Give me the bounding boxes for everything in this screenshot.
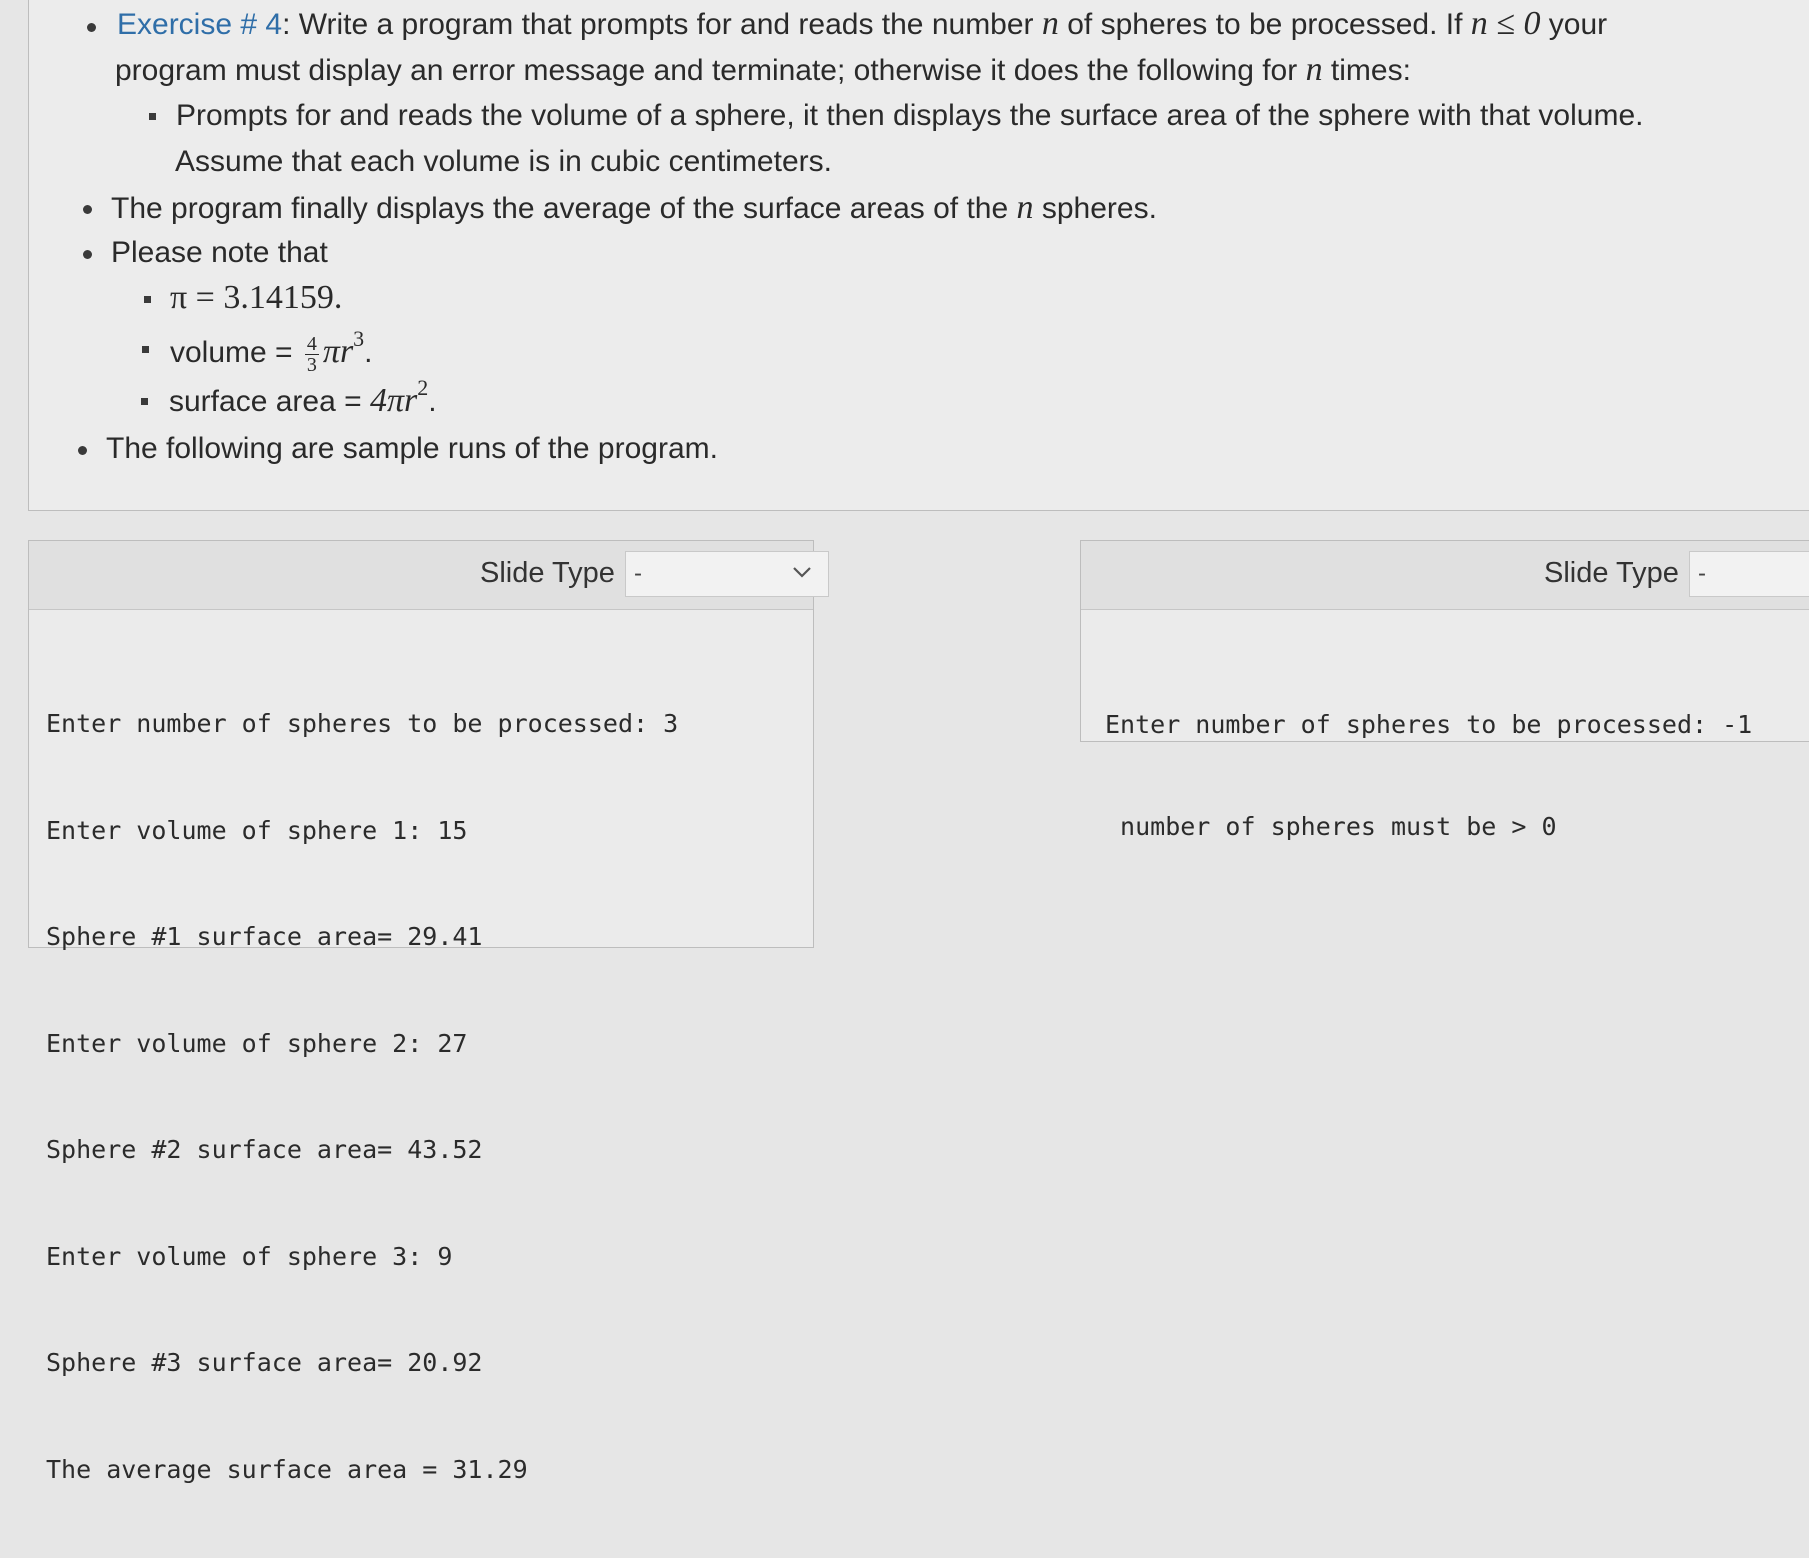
exercise-line-1 <box>117 6 1607 43</box>
sub-bullet-square <box>149 113 156 120</box>
area-expr: 4πr <box>369 382 418 419</box>
volume-label: volume = <box>170 336 301 369</box>
sample-line: The following are sample runs of the program. <box>106 432 718 465</box>
pi-value: π = 3.14159. <box>170 279 343 316</box>
chevron-down-icon <box>790 560 814 584</box>
bullet-dot <box>83 250 92 259</box>
slide-type-value: - <box>634 560 642 587</box>
slide-type-label: Slide Type <box>480 557 615 589</box>
output-line: Sphere #2 surface area= 43.52 <box>46 1135 483 1164</box>
output-cell-left <box>28 540 814 1484</box>
output-line: Sphere #1 surface area= 29.41 <box>46 922 483 951</box>
exercise-line-2 <box>115 52 1411 89</box>
cell-toolbar <box>29 541 813 610</box>
slide-type-label: Slide Type <box>1544 557 1679 589</box>
sub-bullet-line-1: Prompts for and reads the volume of a sphere, it then displays the surface area of the sphere with that volume. <box>176 99 1644 132</box>
output-line: Enter number of spheres to be processed: -1 <box>1105 710 1753 739</box>
output-line: Enter number of spheres to be processed: 3 <box>46 709 679 738</box>
exercise-text-b: of spheres to be processed. If <box>1058 8 1471 41</box>
period: . <box>428 385 437 418</box>
cell-toolbar <box>1081 541 1809 610</box>
slide-type-select[interactable] <box>1689 551 1809 597</box>
finally-text: The program finally displays the average of the surface areas of the <box>111 192 1017 225</box>
period: . <box>364 336 373 369</box>
exercise-link[interactable]: Exercise # 4 <box>117 8 283 41</box>
exercise-text: : Write a program that prompts for and reads the number <box>282 8 1042 41</box>
output-line: Enter volume of sphere 2: 27 <box>46 1028 468 1058</box>
bullet-dot <box>83 205 92 214</box>
exponent: 2 <box>417 375 429 400</box>
area-label: surface area = <box>169 385 370 418</box>
exercise-text-2b: times: <box>1322 54 1411 87</box>
program-output <box>1105 640 1752 912</box>
math-n: n <box>1041 5 1059 42</box>
bullet-dot <box>87 23 96 32</box>
fraction: $\frac{4}{3}$ <box>306 332 317 376</box>
output-line: The average surface area = 31.29 <box>46 1454 528 1484</box>
area-line <box>169 375 437 420</box>
exponent: 3 <box>353 326 365 351</box>
output-cell-right <box>1080 540 1809 841</box>
bullet-dot <box>78 446 87 455</box>
math-n: n <box>1016 189 1034 226</box>
program-output <box>46 635 678 1558</box>
exercise-text-2a: program must display an error message and terminate; otherwise it does the following for <box>115 54 1306 87</box>
math-n: n <box>1305 51 1323 88</box>
slide-type-select[interactable] <box>625 551 829 597</box>
sub-bullet-square <box>142 346 149 353</box>
exercise-text-c: your <box>1540 8 1608 41</box>
finally-text-b: spheres. <box>1033 192 1157 225</box>
sub-bullet-square <box>141 398 148 405</box>
slide-type-value: - <box>1698 560 1706 587</box>
output-line: number of spheres must be > 0 <box>1105 812 1557 841</box>
sub-bullet-square <box>144 296 151 303</box>
sub-bullet-line-2: Assume that each volume is in cubic centimeters. <box>175 145 832 178</box>
output-line: Sphere #3 surface area= 20.92 <box>46 1348 483 1377</box>
finally-line <box>111 190 1157 227</box>
output-line: Enter volume of sphere 3: 9 <box>46 1241 453 1271</box>
volume-expr: πr <box>322 333 354 370</box>
pi-line <box>170 280 342 317</box>
volume-line <box>170 326 373 376</box>
math-condition: n ≤ 0 <box>1470 5 1541 42</box>
output-line: Enter volume of sphere 1: 15 <box>46 815 468 845</box>
note-line: Please note that <box>111 236 328 269</box>
